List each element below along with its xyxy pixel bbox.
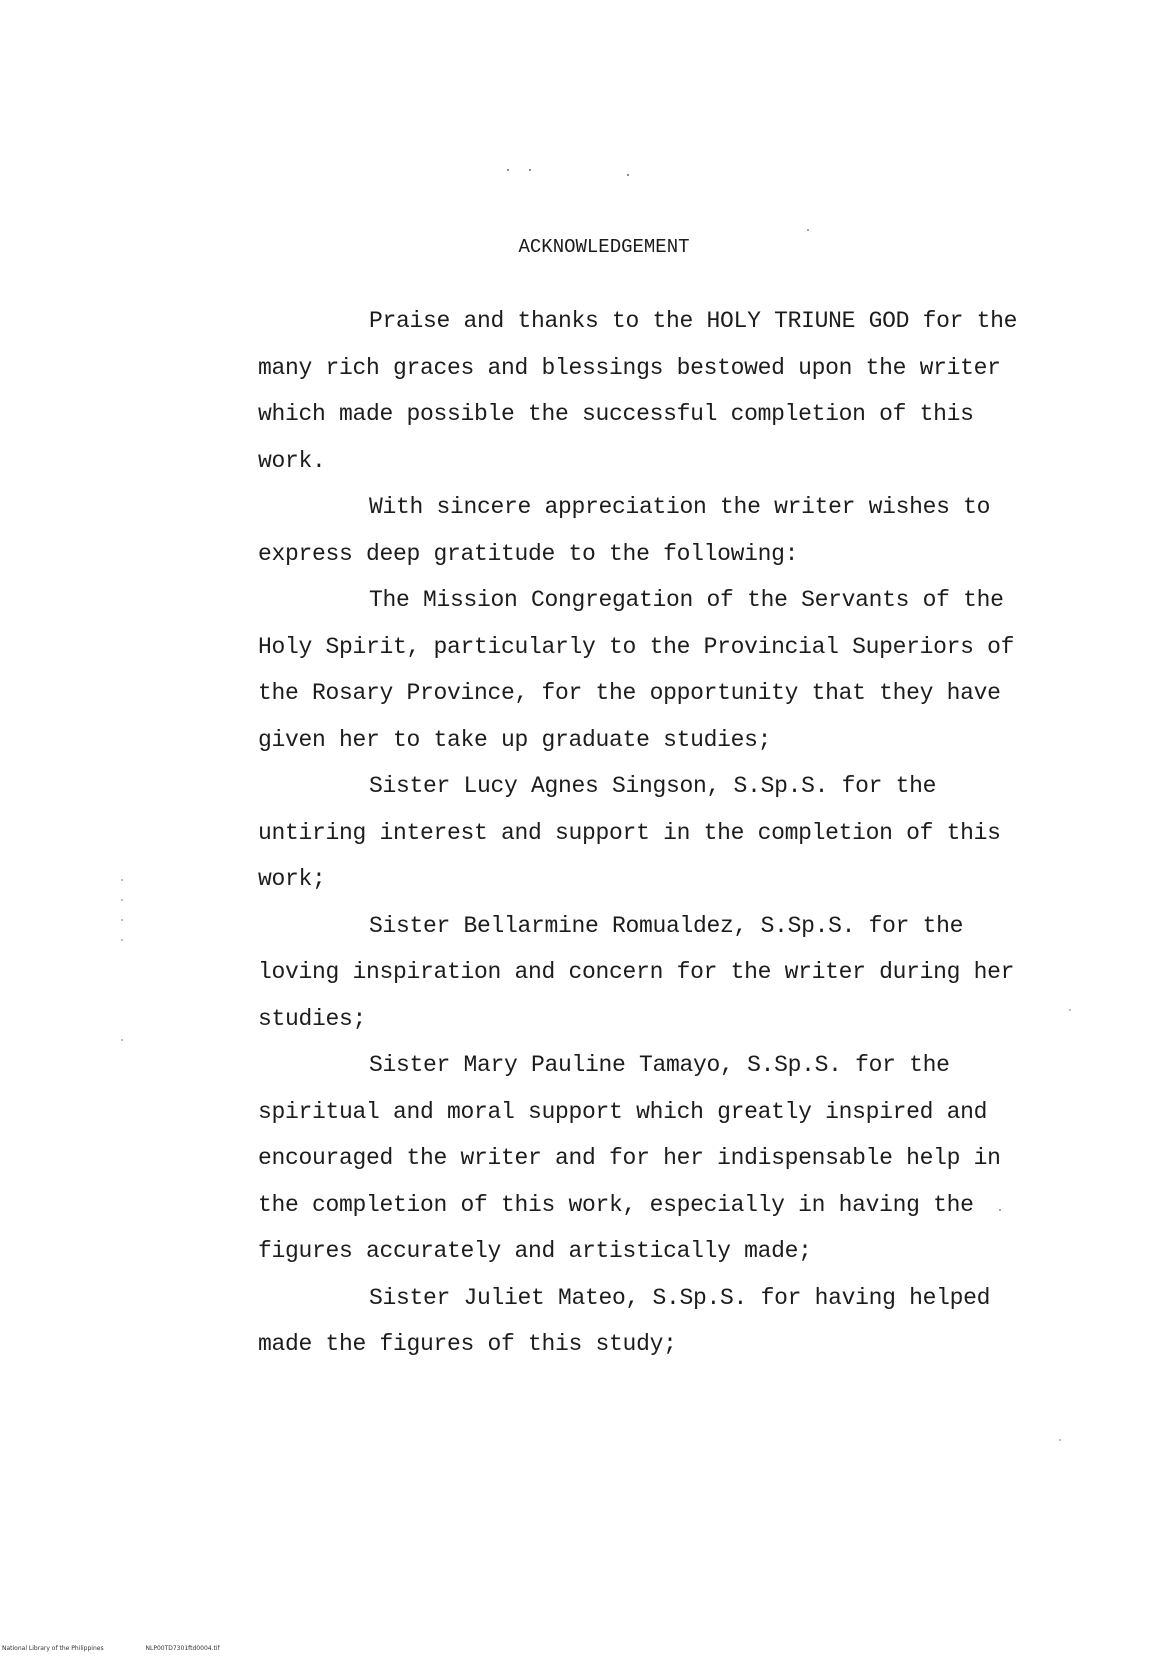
- paragraph-bellarmine: Sister Bellarmine Romualdez, S.Sp.S. for the loving inspiration and concern for the writer during her studies;: [258, 912, 1015, 1032]
- paragraph-appreciation: With sincere appreciation the writer wishes to express deep gratitude to the following:: [258, 494, 991, 567]
- footer-library: National Library of the Philippines: [2, 1645, 104, 1652]
- acknowledgement-body: [258, 298, 1018, 1368]
- page-title: ACKNOWLEDGEMENT: [518, 236, 690, 258]
- paragraph-mary-pauline: Sister Mary Pauline Tamayo, S.Sp.S. for the spiritual and moral support which greatly inspired and encouraged the writer and for her indispensable help in the completion of this work, especially in having the figures accurately and artistically made;: [258, 1052, 1001, 1264]
- paragraph-lucy-agnes: Sister Lucy Agnes Singson, S.Sp.S. for the untiring interest and support in the completion of this work;: [258, 773, 1001, 892]
- paragraph-juliet: Sister Juliet Mateo, S.Sp.S. for having helped made the figures of this study;: [258, 1284, 991, 1357]
- paragraph-congregation: The Mission Congregation of the Servants of the Holy Spirit, particularly to the Provincial Superiors of the Rosary Province, for the opportunity that they have given her to take up graduate studies;: [258, 587, 1015, 753]
- scan-footer: [2, 1645, 260, 1652]
- paragraph-praise: Praise and thanks to the HOLY TRIUNE GOD for the many rich graces and blessings bestowed upon the writer which made possible the successful completion of this work.: [258, 308, 1018, 474]
- footer-file-id: NLP00TD7301ftd0004.tif: [145, 1645, 220, 1652]
